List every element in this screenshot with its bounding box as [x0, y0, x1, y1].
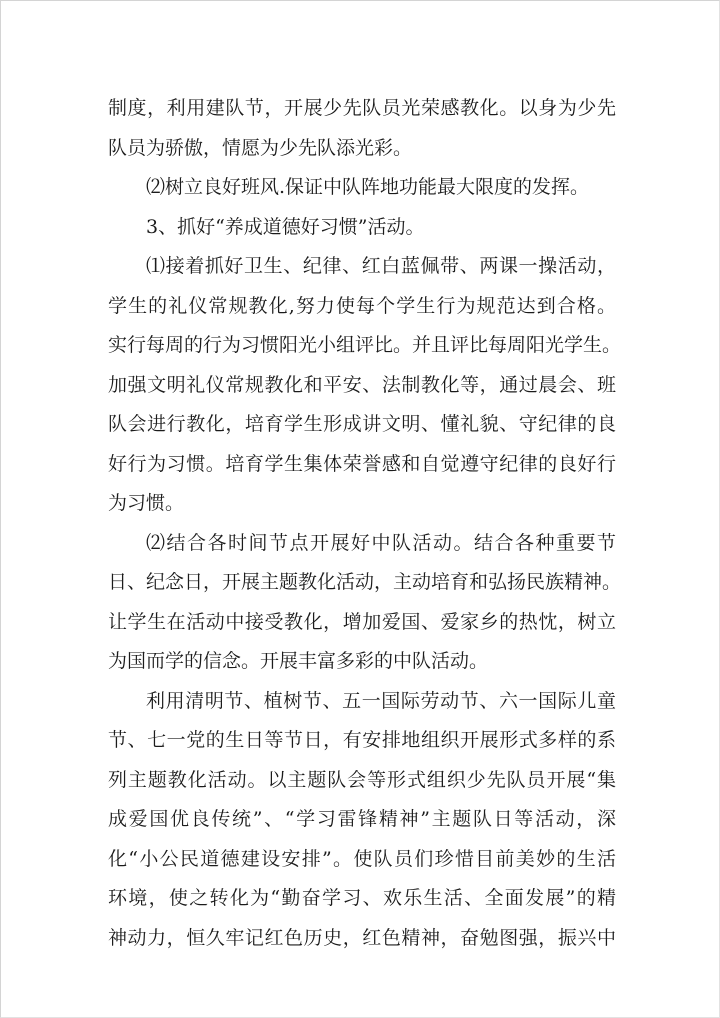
text-line: 成爱国优良传统”、“学习雷锋精神”主题队日等活动，深 [108, 808, 616, 830]
text-line: ⑴接着抓好卫生、纪律、红白蓝佩带、两课一操活动， [146, 255, 616, 277]
text-line: ⑵树立良好班风.保证中队阵地功能最大限度的发挥。 [146, 176, 590, 198]
text-line: 队员为骄傲，情愿为少先队添光彩。 [108, 136, 413, 159]
body-text [108, 89, 622, 958]
text-line: 环境，使之转化为“勤奋学习、欢乐生活、全面发展”的精 [108, 887, 616, 909]
text-line: 神动力，恒久牢记红色历史，红色精神，奋勉图强，振兴中 [108, 926, 616, 949]
text-line: 好行为习惯。培育学生集体荣誉感和自觉遵守纪律的良好行 [108, 452, 616, 475]
text-line: 队会进行教化，培育学生形成讲文明、懂礼貌、守纪律的良 [108, 413, 616, 435]
text-line: 列主题教化活动。以主题队会等形式组织少先队员开展“集 [108, 768, 616, 791]
text-line: 学生的礼仪常规教化,努力使每个学生行为规范达到合格。 [108, 294, 616, 317]
text-line: 让学生在活动中接受教化，增加爱国、爱家乡的热忱，树立 [108, 610, 616, 633]
text-line: 化“小公民道德建设安排”。使队员们珍惜目前美妙的生活 [108, 847, 616, 870]
text-line: 为习惯。 [108, 492, 185, 514]
text-line: 节、七一党的生日等节日，有安排地组织开展形式多样的系 [108, 729, 616, 751]
text-line: 日、纪念日，开展主题教化活动，主动培育和弘扬民族精神。 [108, 571, 622, 593]
text-line: ⑵结合各时间节点开展好中队活动。结合各种重要节 [146, 531, 616, 554]
text-line: 加强文明礼仪常规教化和平安、法制教化等，通过晨会、班 [108, 373, 616, 396]
text-line: 3、抓好“养成道德好习惯”活动。 [146, 215, 425, 238]
text-line: 利用清明节、植树节、五一国际劳动节、六一国际儿童 [146, 689, 616, 712]
text-line: 制度，利用建队节，开展少先队员光荣感教化。以身为少先 [108, 97, 616, 119]
text-line: 实行每周的行为习惯阳光小组评比。并且评比每周阳光学生。 [108, 334, 622, 356]
text-line: 为国而学的信念。开展丰富多彩的中队活动。 [108, 650, 489, 672]
